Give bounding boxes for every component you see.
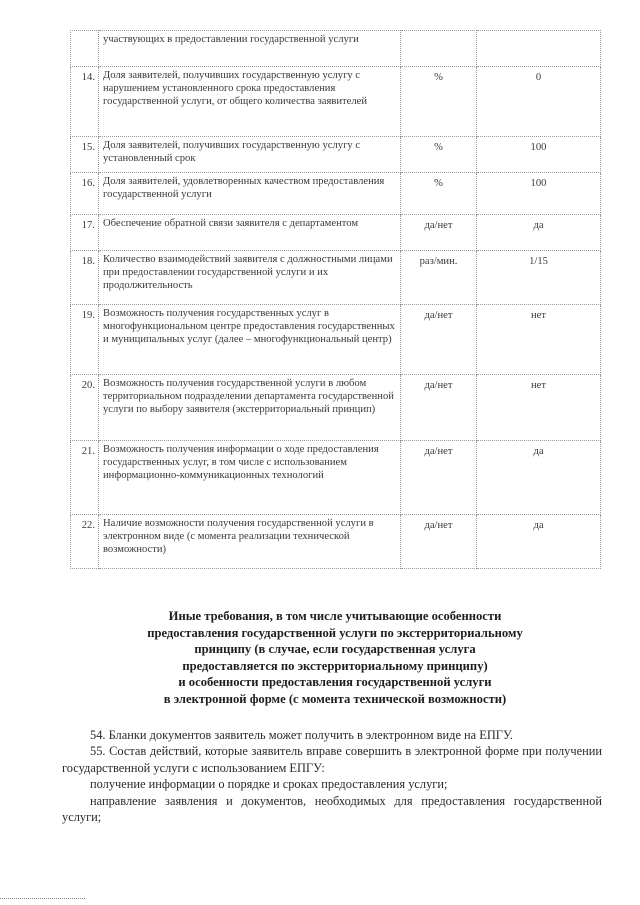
table-row [71, 441, 601, 515]
row-number: 14. [71, 67, 99, 137]
heading-line: предоставляется по экстерриториальному принципу) [182, 658, 488, 673]
indicator-value: 0 [477, 67, 601, 137]
indicator-value: да [477, 515, 601, 569]
unit-of-measure: % [401, 173, 477, 215]
unit-of-measure: раз/мин. [401, 251, 477, 305]
heading-line: принципу (в случае, если государственная услуга [194, 642, 476, 657]
list-item-2: направление заявления и документов, необходимых для предоставления государственной услуги; [62, 793, 602, 825]
indicator-value: нет [477, 305, 601, 375]
indicator-value: 1/15 [477, 251, 601, 305]
unit-of-measure: да/нет [401, 375, 477, 441]
indicator-name: Возможность получения информации о ходе предоставления государственных услуг, в том числе с использованием информационно-коммуникационных технологий [99, 441, 401, 515]
row-number: 16. [71, 173, 99, 215]
row-number: 18. [71, 251, 99, 305]
indicator-name: Обеспечение обратной связи заявителя с департаментом [99, 215, 401, 251]
indicator-value: 100 [477, 137, 601, 173]
indicator-name: Наличие возможности получения государственной услуги в электронном виде (с момента реализации технической возможности) [99, 515, 401, 569]
table-row [71, 375, 601, 441]
indicator-name: Возможность получения государственных услуг в многофункциональном центре предоставления государственных и муниципальных услуг (далее – многофункциональный центр) [99, 305, 401, 375]
paragraph-54: 54. Бланки документов заявитель может получить в электронном виде на ЕПГУ. [90, 728, 513, 742]
indicators-table [70, 30, 601, 569]
unit-of-measure: да/нет [401, 215, 477, 251]
unit-of-measure: да/нет [401, 515, 477, 569]
row-number: 20. [71, 375, 99, 441]
indicator-value: да [477, 215, 601, 251]
paragraph-55: 55. Состав действий, которые заявитель вправе совершить в электронной форме при получении государственной услуги с использованием ЕПГУ: [62, 744, 602, 775]
indicator-value: да [477, 441, 601, 515]
unit-of-measure: % [401, 67, 477, 137]
unit-of-measure: % [401, 137, 477, 173]
row-number: 17. [71, 215, 99, 251]
heading-line: Иные требования, в том числе учитывающие особенности [168, 609, 502, 623]
table-row [71, 31, 601, 67]
heading-line: и особенности предоставления государственной услуги [178, 675, 492, 690]
table-row [71, 515, 601, 569]
row-number: 19. [71, 305, 99, 375]
indicator-value: 100 [477, 173, 601, 215]
table-row [71, 251, 601, 305]
row-number: 21. [71, 441, 99, 515]
indicator-value [477, 31, 601, 67]
footer-divider [0, 898, 85, 899]
heading-line: в электронной форме (с момента технической возможности) [163, 691, 507, 706]
table-row [71, 67, 601, 137]
unit-of-measure: да/нет [401, 441, 477, 515]
list-item-1: получение информации о порядке и сроках предоставления услуги; [90, 777, 448, 792]
indicator-name: Доля заявителей, получивших государственную услугу с установленный срок [99, 137, 401, 173]
table-row [71, 305, 601, 375]
row-number: 22. [71, 515, 99, 569]
table-row [71, 215, 601, 251]
unit-of-measure: да/нет [401, 305, 477, 375]
table-row [71, 137, 601, 173]
section-heading [70, 608, 600, 708]
indicator-name: участвующих в предоставлении государственной услуги [99, 31, 401, 67]
heading-line: предоставления государственной услуги по экстерриториальному [147, 625, 523, 640]
unit-of-measure [401, 31, 477, 67]
indicator-name: Доля заявителей, получивших государственную услугу с нарушением установленного срока предоставления государственной услуги, от общего количества заявителей [99, 67, 401, 137]
body-text [62, 727, 602, 825]
indicator-value: нет [477, 375, 601, 441]
indicator-name: Количество взаимодействий заявителя с должностными лицами при предоставлении государственной услуги и их продолжительность [99, 251, 401, 305]
indicator-name: Возможность получения государственной услуги в любом территориальном подразделении департамента государственной услуги по выбору заявителя (экстерриториальный принцип) [99, 375, 401, 441]
row-number [71, 31, 99, 67]
indicator-name: Доля заявителей, удовлетворенных качеством предоставления государственной услуги [99, 173, 401, 215]
row-number: 15. [71, 137, 99, 173]
table-row [71, 173, 601, 215]
